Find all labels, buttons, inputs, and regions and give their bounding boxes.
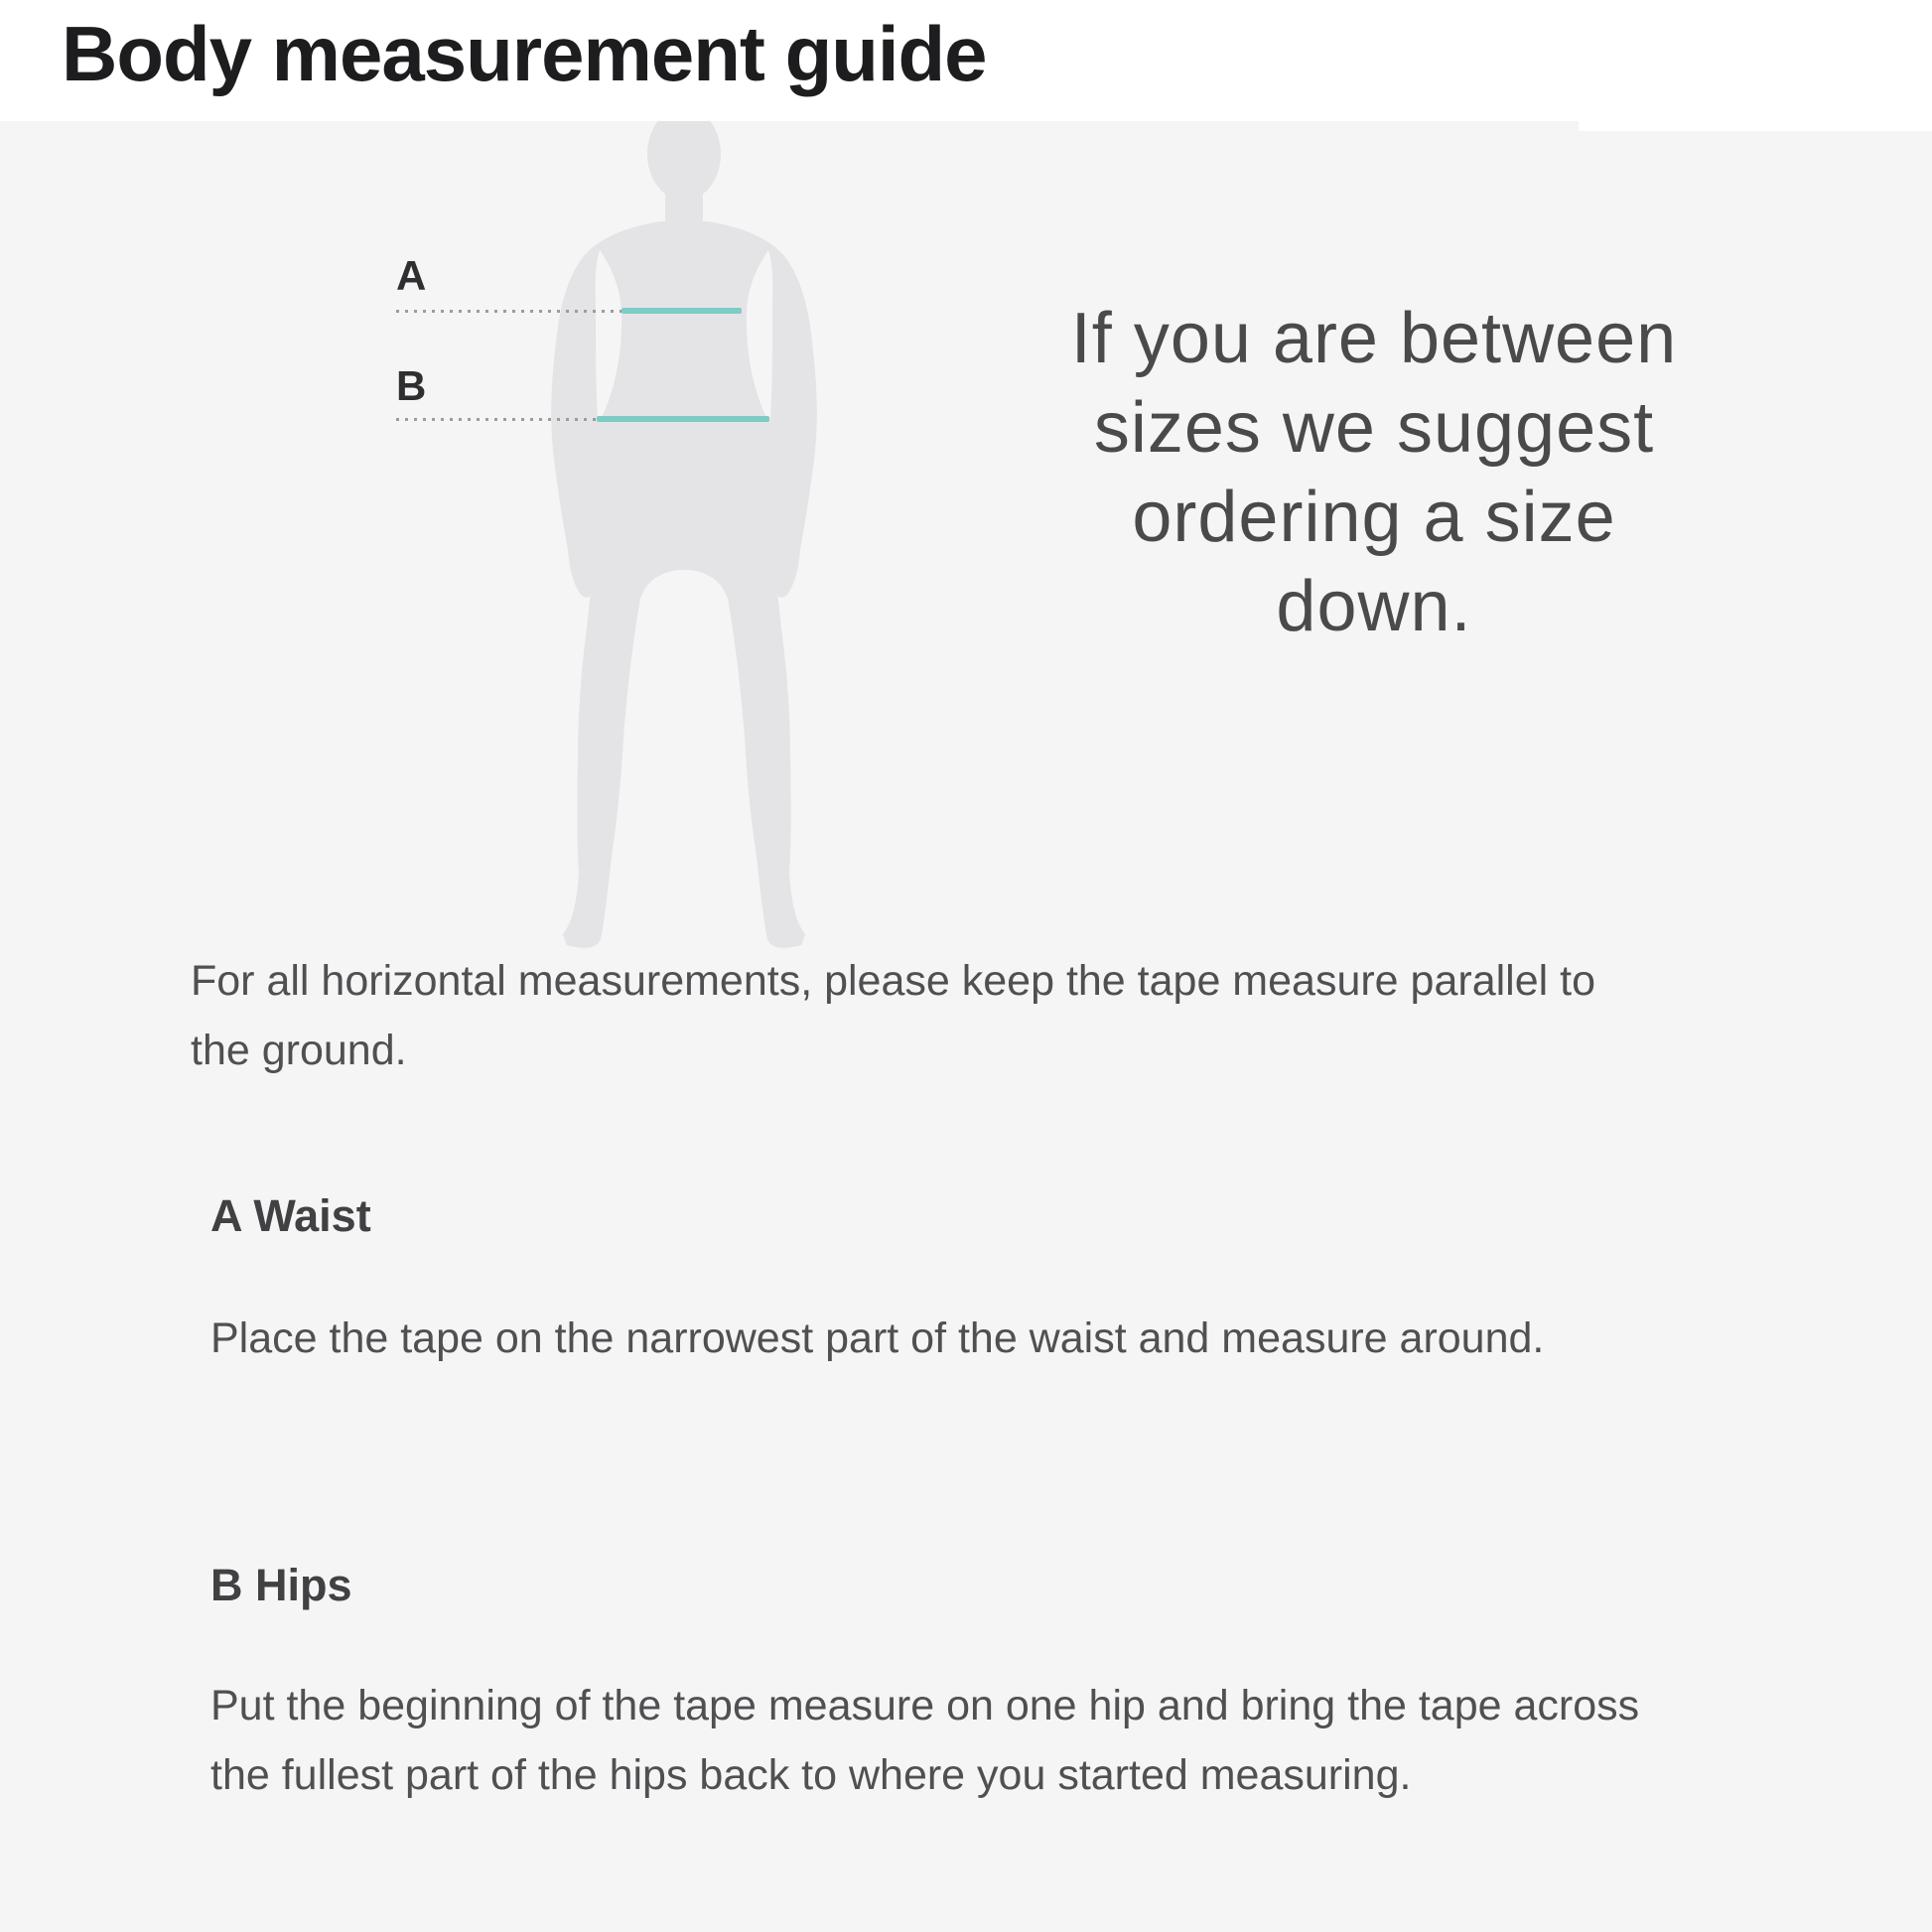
section-body-hips-line: the fullest part of the hips back to where you started measuring. [210, 1751, 1412, 1799]
top-right-white-notch [1579, 121, 1932, 131]
between-sizes-note-line: down. [1276, 567, 1472, 646]
intro-paragraph-line: the ground. [191, 1027, 407, 1074]
waist-label-a: A [396, 252, 427, 299]
silhouette-body [551, 221, 817, 948]
section-body-waist [210, 1304, 1544, 1373]
section-body-hips [210, 1671, 1639, 1810]
section-heading-hips: B Hips [210, 1560, 352, 1610]
between-sizes-note-line: sizes we suggest [1093, 388, 1655, 468]
section-body-waist-line: Place the tape on the narrowest part of the waist and measure around. [210, 1314, 1545, 1362]
between-sizes-note-line: If you are between [1070, 299, 1678, 378]
between-sizes-note-line: ordering a size [1132, 478, 1616, 557]
waist-measure-line [621, 308, 742, 314]
hips-leader-dotted-line [396, 418, 597, 421]
page-title: Body measurement guide [62, 10, 987, 97]
waist-leader-dotted-line [396, 310, 621, 313]
between-sizes-note [1071, 294, 1677, 651]
section-body-hips-line: Put the beginning of the tape measure on one hip and bring the tape across [210, 1682, 1640, 1729]
hips-label-b: B [396, 362, 427, 409]
intro-paragraph-line: For all horizontal measurements, please keep the tape measure parallel to [191, 957, 1595, 1005]
intro-paragraph [191, 946, 1595, 1085]
size-guide-panel [0, 121, 1932, 1932]
section-heading-waist: A Waist [210, 1190, 371, 1241]
female-body-silhouette [386, 121, 1002, 965]
hips-measure-line [597, 416, 769, 422]
